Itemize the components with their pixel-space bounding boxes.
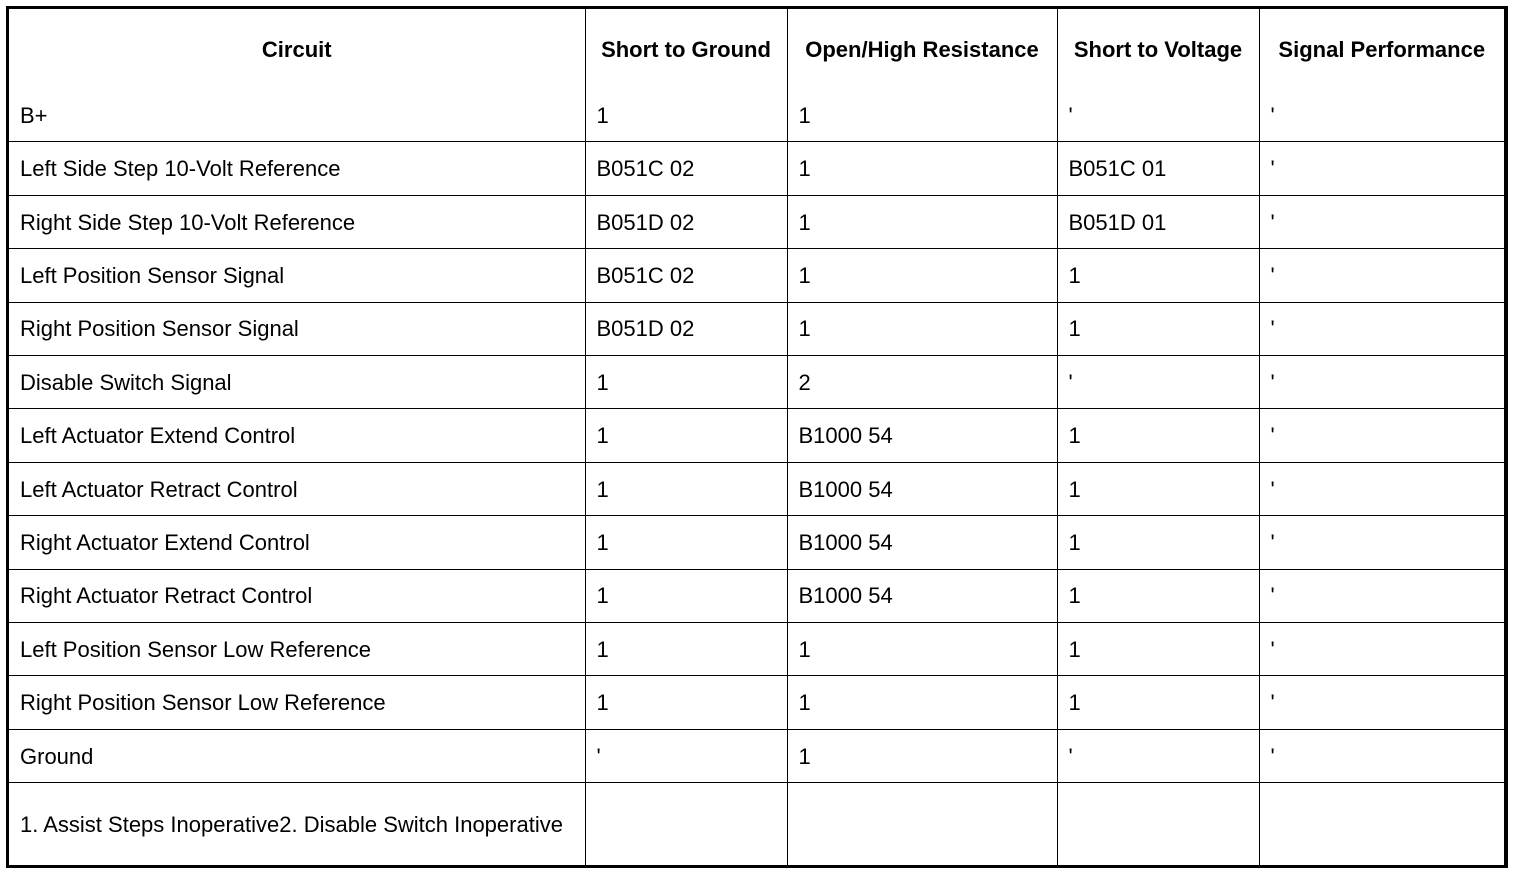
open-high-resistance-cell: B1000 54 <box>787 409 1057 462</box>
header-circuit: Circuit <box>9 9 585 89</box>
open-high-resistance-cell: 1 <box>787 729 1057 782</box>
short-to-ground-cell: 1 <box>585 516 787 569</box>
table-row <box>9 195 1504 248</box>
open-high-resistance-cell: 1 <box>787 302 1057 355</box>
signal-performance-cell: ' <box>1259 516 1504 569</box>
table-row <box>9 462 1504 515</box>
table-row <box>9 249 1504 302</box>
table-row <box>9 356 1504 409</box>
short-to-voltage-cell: ' <box>1057 356 1259 409</box>
short-to-voltage-cell: 1 <box>1057 516 1259 569</box>
table-row <box>9 142 1504 195</box>
empty-cell <box>1259 783 1504 865</box>
table-row <box>9 569 1504 622</box>
short-to-ground-cell: 1 <box>585 569 787 622</box>
signal-performance-cell: ' <box>1259 142 1504 195</box>
short-to-voltage-cell: 1 <box>1057 623 1259 676</box>
signal-performance-cell: ' <box>1259 623 1504 676</box>
short-to-voltage-cell: 1 <box>1057 569 1259 622</box>
short-to-voltage-cell: ' <box>1057 729 1259 782</box>
signal-performance-cell: ' <box>1259 729 1504 782</box>
header-signal-performance: Signal Performance <box>1259 9 1504 89</box>
short-to-ground-cell: B051C 02 <box>585 249 787 302</box>
short-to-voltage-cell: 1 <box>1057 302 1259 355</box>
short-to-ground-cell: B051C 02 <box>585 142 787 195</box>
signal-performance-cell: ' <box>1259 462 1504 515</box>
footnote-text: 1. Assist Steps Inoperative2. Disable Switch Inoperative <box>9 783 585 865</box>
table-row <box>9 89 1504 142</box>
open-high-resistance-cell: 1 <box>787 623 1057 676</box>
empty-cell <box>1057 783 1259 865</box>
open-high-resistance-cell: B1000 54 <box>787 569 1057 622</box>
circuit-cell: Left Position Sensor Signal <box>9 249 585 302</box>
short-to-ground-cell: 1 <box>585 89 787 142</box>
circuit-cell: Left Side Step 10-Volt Reference <box>9 142 585 195</box>
open-high-resistance-cell: 1 <box>787 249 1057 302</box>
circuit-cell: B+ <box>9 89 585 142</box>
signal-performance-cell: ' <box>1259 302 1504 355</box>
table-body <box>9 89 1504 865</box>
header-short-to-ground: Short to Ground <box>585 9 787 89</box>
circuit-cell: Right Actuator Retract Control <box>9 569 585 622</box>
short-to-ground-cell: 1 <box>585 676 787 729</box>
table-row <box>9 729 1504 782</box>
header-open-high-resistance: Open/High Resistance <box>787 9 1057 89</box>
signal-performance-cell: ' <box>1259 676 1504 729</box>
header-row <box>9 9 1504 89</box>
short-to-ground-cell: 1 <box>585 623 787 676</box>
short-to-voltage-cell: 1 <box>1057 462 1259 515</box>
short-to-voltage-cell: B051C 01 <box>1057 142 1259 195</box>
short-to-voltage-cell: 1 <box>1057 676 1259 729</box>
short-to-ground-cell: 1 <box>585 462 787 515</box>
circuit-diagnostic-table-frame <box>6 6 1508 868</box>
short-to-ground-cell: 1 <box>585 409 787 462</box>
open-high-resistance-cell: B1000 54 <box>787 462 1057 515</box>
short-to-ground-cell: B051D 02 <box>585 302 787 355</box>
table-row <box>9 302 1504 355</box>
short-to-ground-cell: 1 <box>585 356 787 409</box>
circuit-cell: Left Position Sensor Low Reference <box>9 623 585 676</box>
open-high-resistance-cell: 1 <box>787 676 1057 729</box>
signal-performance-cell: ' <box>1259 569 1504 622</box>
circuit-cell: Right Position Sensor Signal <box>9 302 585 355</box>
signal-performance-cell: ' <box>1259 89 1504 142</box>
short-to-voltage-cell: 1 <box>1057 249 1259 302</box>
signal-performance-cell: ' <box>1259 356 1504 409</box>
short-to-voltage-cell: 1 <box>1057 409 1259 462</box>
table-row <box>9 516 1504 569</box>
open-high-resistance-cell: 1 <box>787 142 1057 195</box>
short-to-ground-cell: B051D 02 <box>585 195 787 248</box>
empty-cell <box>787 783 1057 865</box>
table-row <box>9 676 1504 729</box>
open-high-resistance-cell: B1000 54 <box>787 516 1057 569</box>
short-to-voltage-cell: ' <box>1057 89 1259 142</box>
circuit-cell: Right Side Step 10-Volt Reference <box>9 195 585 248</box>
note-row <box>9 783 1504 865</box>
open-high-resistance-cell: 2 <box>787 356 1057 409</box>
circuit-cell: Left Actuator Retract Control <box>9 462 585 515</box>
open-high-resistance-cell: 1 <box>787 89 1057 142</box>
table-row <box>9 623 1504 676</box>
circuit-cell: Ground <box>9 729 585 782</box>
signal-performance-cell: ' <box>1259 409 1504 462</box>
short-to-ground-cell: ' <box>585 729 787 782</box>
signal-performance-cell: ' <box>1259 249 1504 302</box>
circuit-cell: Right Actuator Extend Control <box>9 516 585 569</box>
header-short-to-voltage: Short to Voltage <box>1057 9 1259 89</box>
signal-performance-cell: ' <box>1259 195 1504 248</box>
table-row <box>9 409 1504 462</box>
circuit-cell: Left Actuator Extend Control <box>9 409 585 462</box>
empty-cell <box>585 783 787 865</box>
circuit-cell: Disable Switch Signal <box>9 356 585 409</box>
circuit-cell: Right Position Sensor Low Reference <box>9 676 585 729</box>
short-to-voltage-cell: B051D 01 <box>1057 195 1259 248</box>
open-high-resistance-cell: 1 <box>787 195 1057 248</box>
circuit-diagnostic-table <box>9 9 1504 865</box>
